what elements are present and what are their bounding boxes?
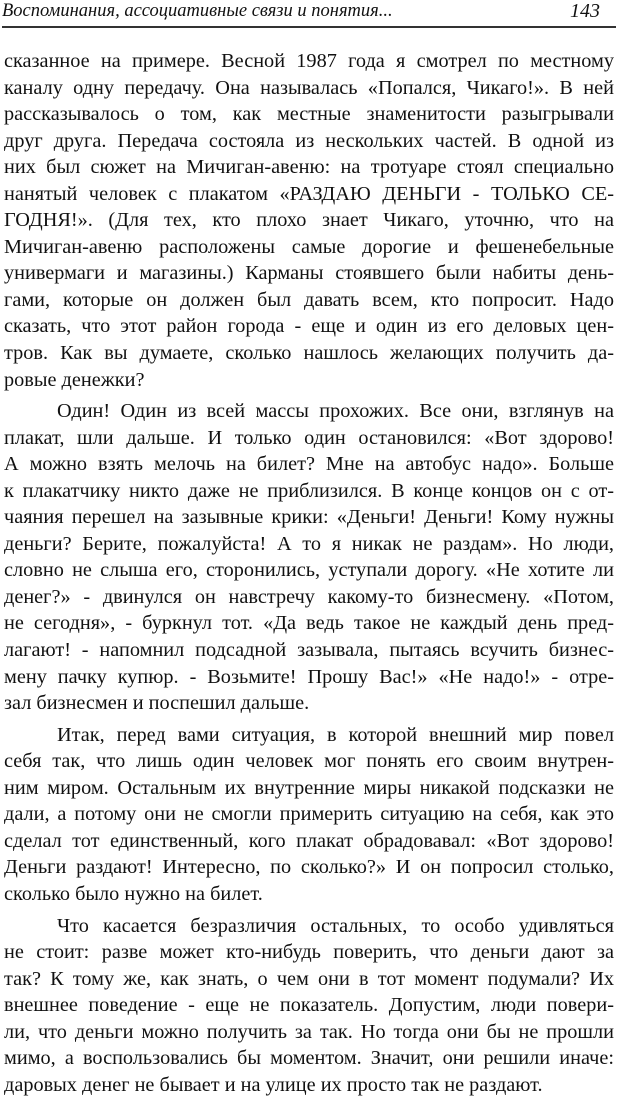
text-line: деньги? Берите, пожалуйста! А то я никак не раздам». Но люди, [4,531,614,558]
text-line: Что касается безразличия остальных, то особо удивляться [4,913,614,940]
text-line: чаяния перешел на зазывные крики: «Деньги! Деньги! Кому нужны [4,504,614,531]
text-line: мену пачку купюр. - Возьмите! Прошу Вас!» «Не надо!» - отре- [4,664,614,691]
paragraph [4,913,614,1098]
text-line: Мичиган-авеню расположены самые дорогие и фешенебельные [4,234,614,261]
running-title: Воспоминания, ассоциативные связи и понятия... [2,0,393,22]
text-line: словно не слыша его, сторонились, уступали дорогу. «Не хотите ли [4,557,614,584]
text-line: сказанное на примере. Весной 1987 года я смотрел по местному [4,48,614,75]
text-line: рассказывалось о том, как местные знаменитости разыгрывали [4,101,614,128]
running-head [2,0,614,24]
text-line: мимо, а воспользовались бы моментом. Значит, они решили иначе: [4,1045,614,1072]
text-line: них был сюжет на Мичиган-авеню: на тротуаре стоял специально [4,154,614,181]
text-line: нанятый человек с плакатом «РАЗДАЮ ДЕНЬГИ - ТОЛЬКО СЕ- [4,181,614,208]
text-line: зал бизнесмен и поспешил дальше. [4,690,614,717]
text-line: гами, которые он должен был давать всем, кто попросит. Надо [4,287,614,314]
text-line: Итак, перед вами ситуация, в которой внешний мир повел [4,722,614,749]
body-text [4,48,614,1034]
text-line: к плакатчику никто даже не приблизился. В конце концов он с от- [4,478,614,505]
text-line: сказать, что этот район города - еще и один из его деловых цен- [4,313,614,340]
text-line: ли, что деньги можно получить за так. Но тогда они бы не прошли [4,1019,614,1046]
text-line: универмаги и магазины.) Карманы стоявшего были набиты день- [4,260,614,287]
text-line: каналу одну передачу. Она называлась «Попался, Чикаго!». В ней [4,75,614,102]
text-line: друг друга. Передача состояла из нескольких частей. В одной из [4,128,614,155]
text-line: ровые денежки? [4,367,614,394]
text-line: себя так, что лишь один человек мог понять его своим внутрен- [4,748,614,775]
text-line: дали, а потому они не смогли примерить ситуацию на себя, как это [4,801,614,828]
text-line: сколько было нужно на билет. [4,881,614,908]
text-line: ГОДНЯ!». (Для тех, кто плохо знает Чикаго, уточню, что на [4,207,614,234]
text-line: денег?» - двинулся он навстречу какому-то бизнесмену. «Потом, [4,584,614,611]
text-line: не сегодня», - буркнул тот. «Да ведь такое не каждый день пред- [4,610,614,637]
paragraph [4,722,614,908]
text-line: ним миром. Остальным их внутренние миры никакой подсказки не [4,775,614,802]
text-line: сделал тот единственный, кого плакат обрадовавал: «Вот здорово! [4,828,614,855]
text-line: плакат, шли дальше. И только один остановился: «Вот здорово! [4,425,614,452]
text-line: А можно взять мелочь на билет? Мне на автобус надо». Больше [4,451,614,478]
text-line: Один! Один из всей массы прохожих. Все они, взглянув на [4,398,614,425]
text-line: тров. Как вы думаете, сколько нашлось желающих получить да- [4,340,614,367]
text-line: не стоит: разве может кто-нибудь поверить, что деньги дают за [4,939,614,966]
text-line: лагают! - напомнил подсадной зазывала, пытаясь всучить бизнес- [4,637,614,664]
text-line: так? К тому же, как знать, о чем они в тот момент подумали? Их [4,966,614,993]
text-line: внешнее поведение - еще не показатель. Допустим, люди повери- [4,992,614,1019]
text-line: даровых денег не бывает и на улице их просто так не раздают. [4,1072,614,1098]
text-line: Деньги раздают! Интересно, по сколько?» И он попросил столько, [4,854,614,881]
paragraph [4,48,614,393]
header-rule [2,26,616,28]
page-number: 143 [570,0,600,22]
paragraph [4,398,614,717]
